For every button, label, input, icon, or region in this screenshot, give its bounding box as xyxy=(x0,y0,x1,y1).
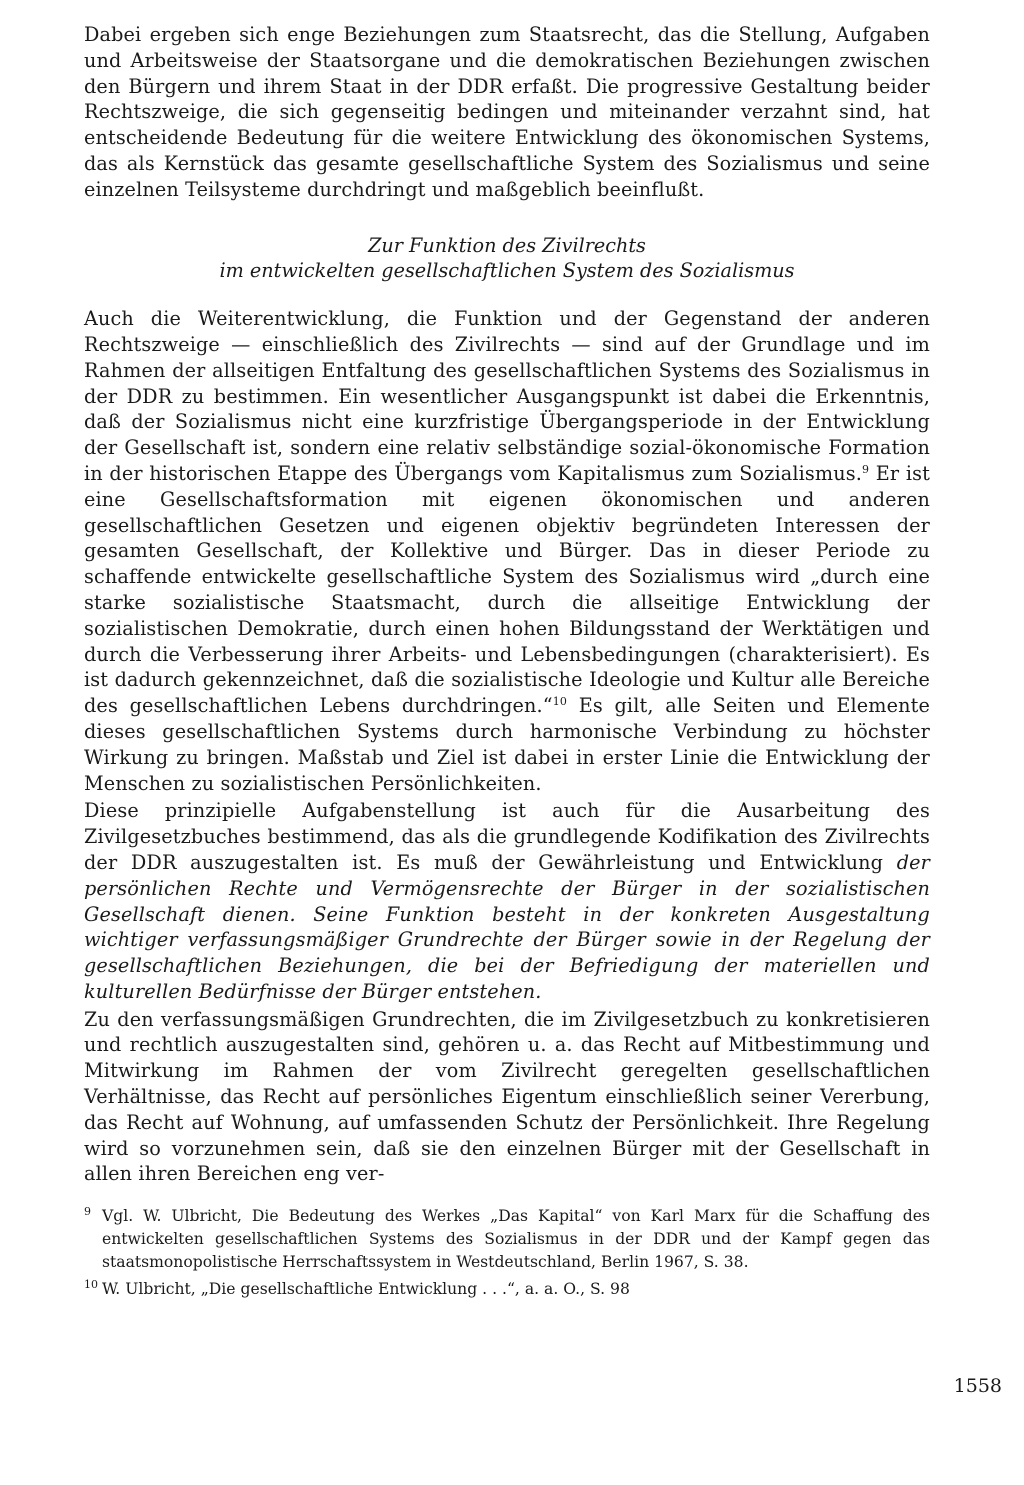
paragraph-weiterentwicklung xyxy=(84,306,930,796)
paragraph-grundrechte: Zu den verfassungsmäßigen Grundrechten, die im Zivilgesetzbuch zu konkretisieren und rechtlich auszugestalten sind, gehören u. a. das Recht auf Mitbestimmung und Mitwirkung im Rahmen der vom Zivilrecht geregelten gesellschaftlichen Verhältnisse, das Recht auf persönliches Eigentum einschließlich seiner Vererbung, das Recht auf Wohnung, auf umfassenden Schutz der Persönlichkeit. Ihre Regelung wird so vorzunehmen sein, daß sie den einzelnen Bürger mit der Gesellschaft in allen ihren Bereichen eng ver- xyxy=(84,1007,930,1186)
footnote-9 xyxy=(84,1205,930,1274)
page-number: 1558 xyxy=(953,1375,1002,1397)
paragraph-weiterentwicklung-part-1: Auch die Weiterentwicklung, die Funktion und der Gegenstand der anderen Rechtszweige — einschließlich des Zivilrechts — sind auf der Grundlage und im Rahmen der allseitigen Entfaltung des gesellschaftlichen Systems des Sozialismus in der DDR zu bestimmen. Ein wesentlicher Ausgangspunkt ist dabei die Erkenntnis, daß der Sozialismus nicht eine kurzfristige Übergangsperiode in der Entwicklung der Gesellschaft ist, sondern eine relativ selbständige sozial-ökonomische Formation in der historischen Etappe des Übergangs vom Kapitalismus zum Sozialismus. xyxy=(84,307,930,485)
paragraph-weiterentwicklung-part-2: Er ist eine Gesellschaftsformation mit eigenen ökonomischen und anderen gesellschaftlichen Gesetzen und eigenen objektiv begründeten Interessen der gesamten Gesellschaft, der Kollektive und Bürger. Das in dieser Periode zu schaffende entwickelte gesellschaftliche System des Sozialismus wird „durch eine starke sozialistische Staatsmacht, durch die allseitige Entwicklung der sozialistischen Demokratie, durch einen hohen Bildungsstand der Werktätigen und durch die Verbesserung ihrer Arbeits- und Lebensbedingungen (charakterisiert). Es ist dadurch gekennzeichnet, daß die sozialistische Ideologie und Kultur alle Bereiche des gesellschaftlichen Lebens durchdringen.“ xyxy=(84,461,931,718)
section-heading-line-2: im entwickelten gesellschaftlichen System des Sozialismus xyxy=(219,259,795,283)
footnote-9-number: 9 xyxy=(84,1205,91,1219)
paragraph-aufgabenstellung xyxy=(84,798,930,1004)
footnote-10-text: W. Ulbricht, „Die gesellschaftliche Entwicklung . . .“, a. a. O., S. 98 xyxy=(102,1280,630,1299)
section-heading-line-1: Zur Funktion des Zivilrechts xyxy=(368,233,646,257)
footnotes xyxy=(84,1205,930,1301)
section-heading xyxy=(84,233,930,285)
footnote-ref-9: 9 xyxy=(862,462,870,476)
paragraph-weiterentwicklung-part-3: Es gilt, alle Seiten und Elemente dieses gesellschaftlichen Systems durch harmonische Verbindung zu höchster Wirkung zu bringen. Maßstab und Ziel ist dabei in erster Linie die Entwicklung der Menschen zu sozialistischen Persönlichkeiten. xyxy=(84,694,930,795)
footnote-ref-10: 10 xyxy=(552,695,568,709)
document-page xyxy=(84,22,930,1305)
footnote-9-text: Vgl. W. Ulbricht, Die Bedeutung des Werkes „Das Kapital“ von Karl Marx für die Schaffung des entwickelten gesellschaftlichen Systems des Sozialismus in der DDR und der Kampf gegen das staatsmonopolistische Herrschaftssystem in Westdeutschland, Berlin 1967, S. 38. xyxy=(102,1207,930,1272)
footnote-10 xyxy=(84,1278,930,1301)
paragraph-aufgabenstellung-part-1: Diese prinzipielle Aufgabenstellung ist auch für die Ausarbeitung des Zivilgesetzbuches bestimmend, das als die grundlegende Kodifikation des Zivilrechts der DDR auszugestalten ist. Es muß der Gewährleistung und Entwicklung xyxy=(84,799,930,874)
footnote-10-number: 10 xyxy=(84,1278,98,1292)
paragraph-aufgabenstellung-emphasis: der persönlichen Rechte und Vermögensrechte der Bürger in der sozialistischen Gesellschaft dienen. Seine Funktion besteht in der konkreten Ausgestaltung wichtiger verfassungsmäßiger Grundrechte der Bürger sowie in der Regelung der gesellschaftlichen Beziehungen, die bei der Befriedigung der materiellen und kulturellen Bedürfnisse der Bürger entstehen. xyxy=(84,850,930,1003)
paragraph-staatsrecht: Dabei ergeben sich enge Beziehungen zum Staatsrecht, das die Stellung, Aufgaben und Arbeitsweise der Staatsorgane und die demokratischen Beziehungen zwischen den Bürgern und ihrem Staat in der DDR erfaßt. Die progressive Gestaltung beider Rechtszweige, die sich gegenseitig bedingen und miteinander verzahnt sind, hat entscheidende Bedeutung für die weitere Entwicklung des ökonomischen Systems, das als Kernstück das gesamte gesellschaftliche System des Sozialismus und seine einzelnen Teilsysteme durchdringt und maßgeblich beeinflußt. xyxy=(84,23,930,201)
